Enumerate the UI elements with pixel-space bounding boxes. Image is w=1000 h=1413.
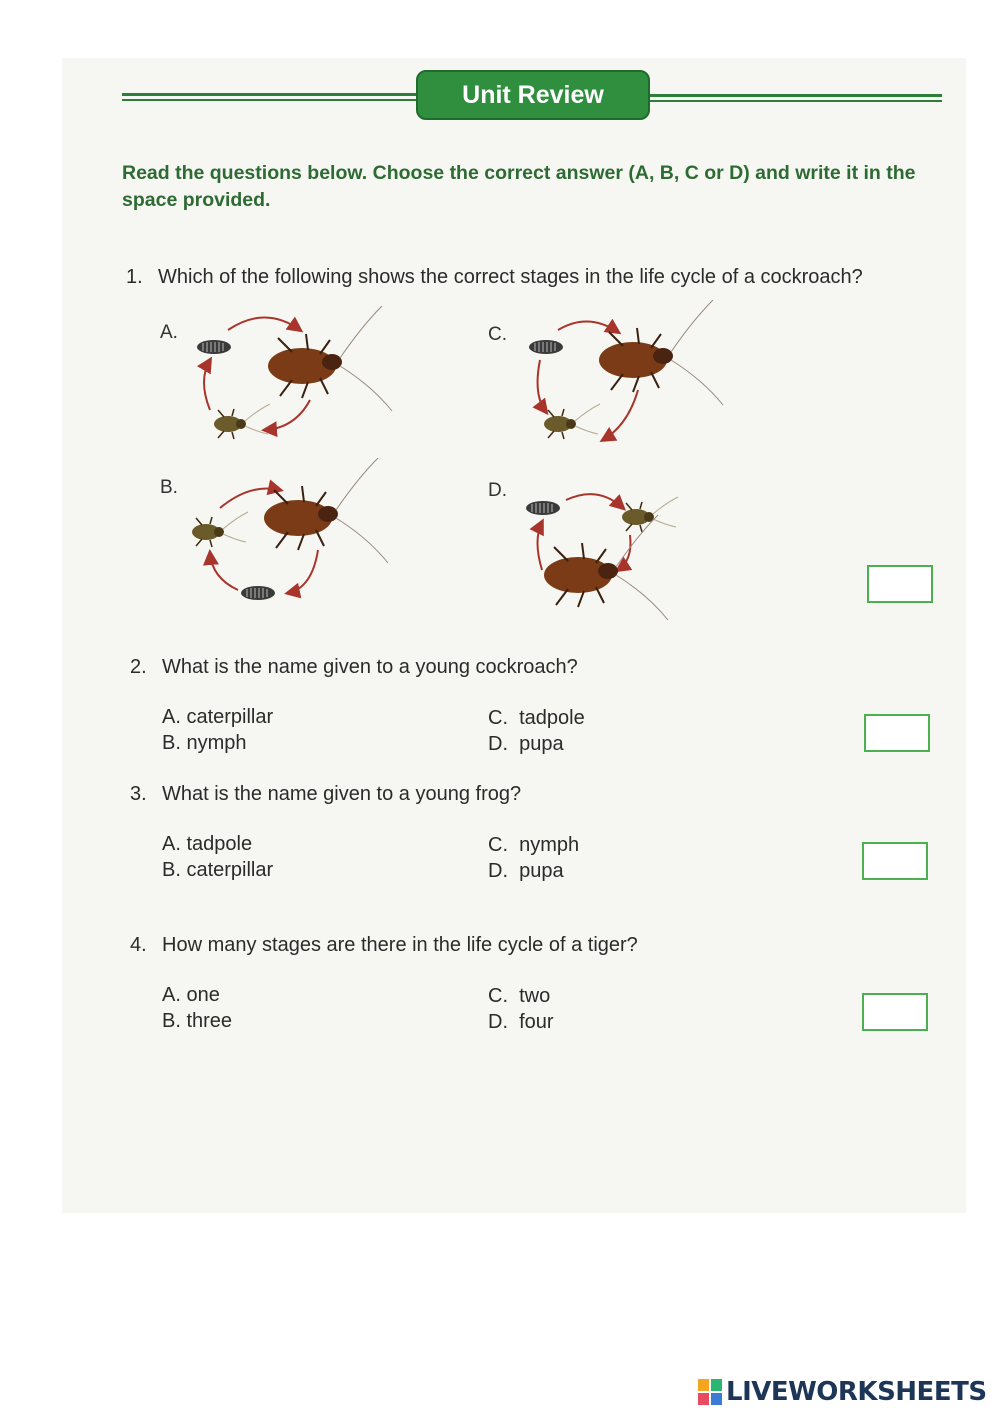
question-4 — [130, 934, 638, 957]
option-d: D. pupa — [488, 860, 564, 882]
option-d: D. pupa — [488, 733, 564, 755]
page-title: Unit Review — [462, 80, 604, 109]
question-text: Which of the following shows the correct stages in the life cycle of a cockroach? — [158, 266, 863, 288]
option-a: A. tadpole — [162, 833, 253, 855]
life-cycle-diagram-d — [508, 470, 758, 630]
option-b: B. three — [162, 1010, 233, 1032]
option-c: C. two — [488, 985, 551, 1007]
answer-box-q4[interactable] — [862, 993, 928, 1031]
question-text: How many stages are there in the life cycle of a tiger? — [162, 934, 638, 956]
option-d: D. four — [488, 1011, 554, 1033]
brand-name: LIVEWORKSHEETS — [726, 1377, 987, 1407]
option-c: C. tadpole — [488, 707, 585, 729]
answer-box-q2[interactable] — [864, 714, 930, 752]
diagram-label-d: D. — [488, 480, 507, 501]
diagram-label-a: A. — [160, 322, 178, 343]
question-number: 4. — [130, 934, 147, 956]
header-rule-left — [122, 93, 418, 96]
life-cycle-diagram-a — [180, 300, 430, 460]
question-number: 1. — [126, 266, 143, 288]
question-3 — [130, 783, 521, 806]
question-2 — [130, 656, 578, 679]
unit-review-banner — [416, 70, 650, 120]
answer-box-q3[interactable] — [862, 842, 928, 880]
option-c: C. nymph — [488, 834, 580, 856]
life-cycle-diagram-c — [508, 300, 758, 460]
option-b: B. caterpillar — [162, 859, 274, 881]
instructions-text: Read the questions below. Choose the correct answer (A, B, C or D) and write it in the space provided. — [122, 162, 916, 211]
life-cycle-diagram-b — [180, 458, 430, 618]
question-1 — [126, 266, 863, 289]
question-text: What is the name given to a young frog? — [162, 783, 522, 805]
option-a: A. one — [162, 984, 220, 1006]
answer-box-q1[interactable] — [867, 565, 933, 603]
diagram-label-b: B. — [160, 477, 178, 498]
option-a: A. caterpillar — [162, 706, 274, 728]
question-number: 3. — [130, 783, 147, 805]
worksheet-page — [62, 58, 966, 1213]
header-rule-left-2 — [122, 99, 418, 101]
header-rule-right — [650, 94, 942, 97]
header-rule-right-2 — [650, 100, 942, 102]
question-text: What is the name given to a young cockroach? — [162, 656, 578, 678]
question-number: 2. — [130, 656, 147, 678]
liveworksheets-brand[interactable] — [698, 1377, 987, 1407]
option-b: B. nymph — [162, 732, 247, 754]
diagram-label-c: C. — [488, 324, 507, 345]
liveworksheets-logo-icon — [698, 1379, 722, 1405]
